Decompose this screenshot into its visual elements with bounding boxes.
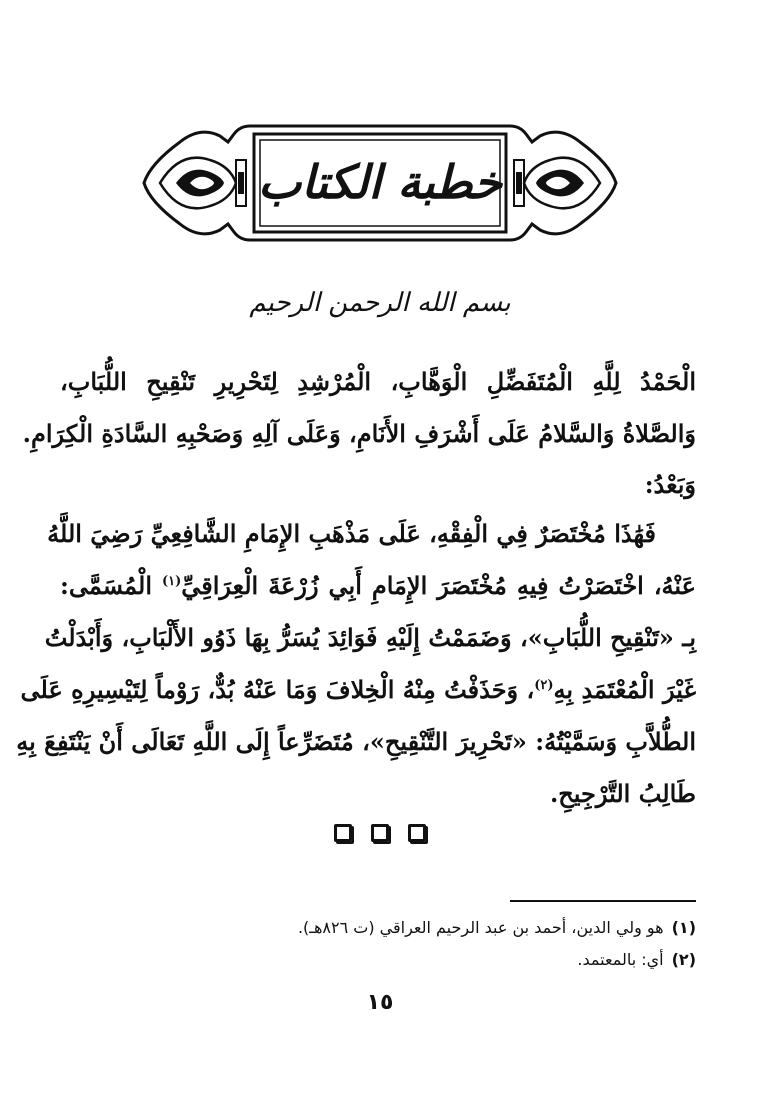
footnotes (298, 912, 696, 976)
chapter-title: خطبة الكتاب (257, 155, 503, 209)
footnote-2 (298, 944, 696, 976)
body-line-4-text-a: غَيْرَ الْمُعْتَمَدِ بِهِ (553, 675, 696, 704)
body-line-2-text-b: الْمُسَمَّى: (60, 571, 162, 600)
body-line-2-text-a: عَنْهُ، اخْتَصَرْتُ فِيهِ مُخْتَصَرَ الإِمَامِ أَبِي زُرْعَةَ الْعِرَاقِيِّ (181, 571, 696, 600)
intro-paragraph (22, 356, 696, 460)
square-ornament-icon (371, 824, 389, 842)
page-number: ١٥ (366, 990, 394, 1015)
body-line-4-text-b: ، وَحَذَفْتُ مِنْهُ الْخِلافَ وَمَا عَنْهُ بُدٌّ، رَوْماً لِتَيْسِيرِهِ عَلَى (20, 675, 535, 704)
body-line-6: طَالِبُ التَّرْجِيحِ. (549, 779, 696, 808)
basmala: بسم الله الرحمن الرحيم (249, 288, 511, 318)
footnote-1 (298, 912, 696, 944)
title-cartouche (140, 120, 620, 246)
footnote-ref-1: (١) (161, 574, 182, 589)
footnote-divider (510, 900, 696, 902)
body-line-2 (60, 560, 696, 612)
intro-line-1: الْحَمْدُ لِلَّهِ الْمُتَفَضِّلِ الْوَهَّابِ، الْمُرْشِدِ لِتَحْرِيرِ تَنْقِيحِ اللُّبَابِ، (60, 367, 696, 396)
footnote-text: أي: بالمعتمد. (577, 950, 664, 969)
intro-line-2: وَالصَّلاةُ وَالسَّلامُ عَلَى أَشْرَفِ الأَنَامِ، وَعَلَى آلِهِ وَصَحْبِهِ السَّادَةِ الْكِرَامِ. (22, 419, 696, 448)
footnote-number: (١) (671, 918, 696, 937)
square-ornament-icon (408, 824, 426, 842)
wabad-heading: وَبَعْدُ: (644, 470, 696, 499)
body-line-4 (20, 664, 696, 716)
square-ornament-icon (334, 824, 352, 842)
body-paragraph (16, 508, 696, 820)
footnote-text: هو ولي الدين، أحمد بن عبد الرحيم العراقي (ت ٨٢٦هـ). (297, 918, 664, 937)
body-line-3: بِـ «تَنْقِيحِ اللُّبَابِ»، وَضَمَمْتُ إِلَيْهِ فَوَائِدَ يُسَرُّ بِهَا ذَوُو الأَلْبَابِ، وَأَبْدَلْتُ (44, 623, 696, 652)
body-line-1: فَهَٰذَا مُخْتَصَرٌ فِي الْفِقْهِ، عَلَى مَذْهَبِ الإِمَامِ الشَّافِعِيِّ رَضِيَ اللَّهُ (47, 519, 656, 548)
section-separator (334, 824, 426, 846)
footnote-number: (٢) (671, 950, 696, 969)
footnote-ref-2: (٢) (534, 678, 554, 693)
body-line-5: الطُّلاَّبِ وَسَمَّيْتُهُ: «تَحْرِيرَ التَّنْقِيحِ»، مُتَضَرِّعاً إِلَى اللَّهِ تَعَالَى أَنْ يَنْتَفِعَ بِهِ (16, 727, 696, 756)
